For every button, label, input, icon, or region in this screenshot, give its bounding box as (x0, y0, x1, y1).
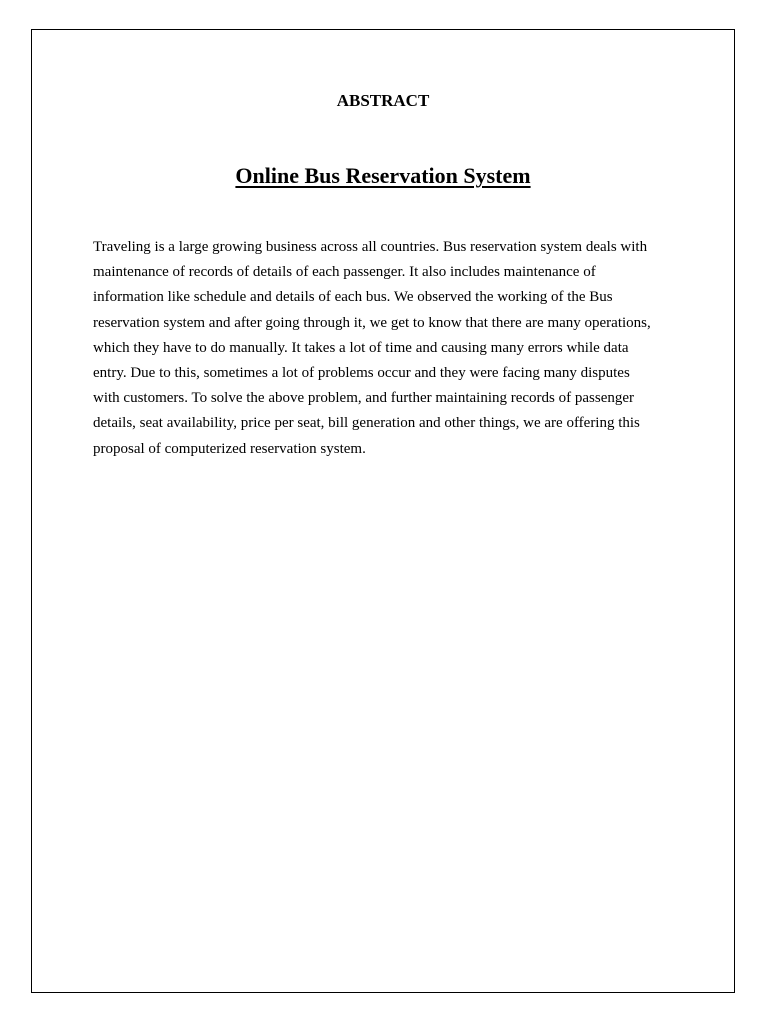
abstract-line: which they have to do manually. It takes a lot of time and causing many errors while data (93, 339, 629, 356)
abstract-line: Traveling is a large growing business across all countries. Bus reservation system deals with (93, 239, 648, 255)
abstract-line: maintenance of records of details of each passenger. It also includes maintenance of (93, 264, 596, 281)
abstract-line: entry. Due to this, sometimes a lot of problems occur and they were facing many disputes (93, 365, 630, 382)
abstract-line: details, seat availability, price per seat, bill generation and other things, we are offering this (93, 415, 640, 432)
section-heading: ABSTRACT (336, 91, 430, 110)
document-title: Online Bus Reservation System (235, 163, 531, 188)
abstract-line: information like schedule and details of each bus. We observed the working of the Bus (93, 289, 613, 306)
abstract-line: with customers. To solve the above problem, and further maintaining records of passenger (93, 390, 635, 407)
abstract-paragraph (93, 235, 683, 462)
abstract-line: reservation system and after going through it, we get to know that there are many operations, (93, 314, 651, 331)
abstract-line: proposal of computerized reservation system. (93, 440, 366, 457)
